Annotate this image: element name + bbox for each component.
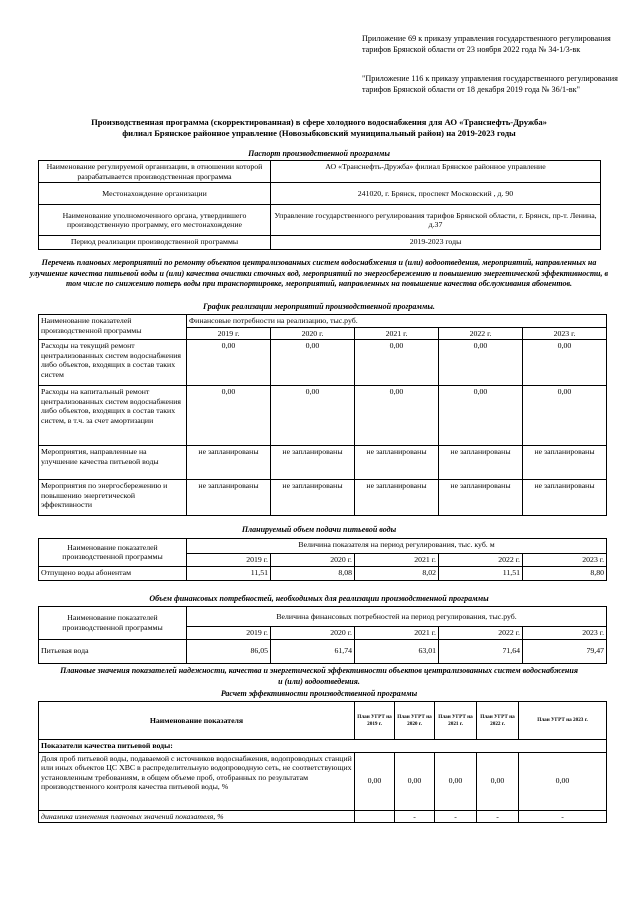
year-header: 2022 г. xyxy=(439,327,523,340)
passport-row xyxy=(39,161,601,183)
schedule-cell: 0,00 xyxy=(355,340,439,386)
program-title-line2: филиал Брянское районное управление (Новозыбковский муниципальный район) на 2019-2023 годы xyxy=(122,128,516,138)
schedule-cell: не запланированы xyxy=(439,446,523,480)
year-header: 2020 г. xyxy=(271,627,355,640)
schedule-row xyxy=(39,480,607,516)
passport-label: Местонахождение организации xyxy=(39,183,271,205)
schedule-cell: 0,00 xyxy=(355,386,439,446)
schedule-cell: 0,00 xyxy=(187,386,271,446)
volume-cell: 8,08 xyxy=(271,566,355,580)
efficiency-section-row xyxy=(39,740,607,753)
dynamics-label: динамика изменения плановых значений показателя, % xyxy=(39,810,355,823)
efficiency-cell: 0,00 xyxy=(355,752,395,810)
volume-cell: 8,80 xyxy=(523,566,607,580)
schedule-cell: 0,00 xyxy=(523,340,607,386)
schedule-cell: не запланированы xyxy=(187,480,271,516)
schedule-row xyxy=(39,446,607,480)
finance-table xyxy=(38,606,607,664)
finance-row xyxy=(39,639,607,663)
year-header: 2020 г. xyxy=(271,327,355,340)
dynamics-cell: - xyxy=(435,810,477,823)
volume-row xyxy=(39,566,607,580)
schedule-row-label: Мероприятия, направленные на улучшение качества питьевой воды xyxy=(39,446,187,480)
year-header: План УГРТ на 2020 г. xyxy=(395,702,435,740)
volume-group-label: Величина показателя на период регулирования, тыс. куб. м xyxy=(187,539,607,554)
finance-row-label: Питьевая вода xyxy=(39,639,187,663)
year-header: 2019 г. xyxy=(187,327,271,340)
schedule-row xyxy=(39,386,607,446)
year-header: 2020 г. xyxy=(271,554,355,567)
efficiency-cell: 0,00 xyxy=(435,752,477,810)
schedule-group-label: Финансовые потребности на реализацию, тыс.руб. xyxy=(187,315,607,328)
passport-value: Управление государственного регулирования тарифов Брянской области, г. Брянск, пр-т. Ленина, д.37 xyxy=(271,205,601,236)
year-header: 2023 г. xyxy=(523,627,607,640)
efficiency-section: Показатели качества питьевой воды: xyxy=(39,740,607,753)
efficiency-caption: Расчет эффективности производственной программы xyxy=(220,689,418,698)
schedule-row-label: Расходы на капитальный ремонт централизованных систем водоснабжения либо объектов, входящих в состав таких систем, в т.ч. за счет амортизации xyxy=(39,386,187,446)
year-header: 2022 г. xyxy=(439,627,523,640)
volume-table xyxy=(38,538,607,581)
schedule-cell: не запланированы xyxy=(271,446,355,480)
schedule-cell: 0,00 xyxy=(523,386,607,446)
finance-col-label: Наименование показателей производственной программы xyxy=(39,607,187,640)
schedule-cell: 0,00 xyxy=(439,340,523,386)
year-header: 2021 г. xyxy=(355,554,439,567)
schedule-cell: не запланированы xyxy=(187,446,271,480)
efficiency-cell: 0,00 xyxy=(477,752,519,810)
finance-group-label: Величина финансовых потребностей на период регулирования, тыс.руб. xyxy=(187,607,607,627)
year-header: 2023 г. xyxy=(523,554,607,567)
efficiency-row xyxy=(39,752,607,810)
finance-caption: Объем финансовых потребностей, необходимых для реализации производственной программы xyxy=(149,594,489,603)
dynamics-cell: - xyxy=(395,810,435,823)
schedule-cell: 0,00 xyxy=(439,386,523,446)
efficiency-dynamics-row xyxy=(39,810,607,823)
finance-cell: 86,05 xyxy=(187,639,271,663)
schedule-row-label: Мероприятия по энергосбережению и повышению энергетической эффективности xyxy=(39,480,187,516)
year-header: 2019 г. xyxy=(187,627,271,640)
passport-table xyxy=(38,160,601,250)
schedule-cell: 0,00 xyxy=(271,386,355,446)
year-header: План УГРТ на 2023 г. xyxy=(519,702,607,740)
efficiency-cell: 0,00 xyxy=(519,752,607,810)
schedule-cell: не запланированы xyxy=(271,480,355,516)
schedule-cell: не запланированы xyxy=(355,446,439,480)
efficiency-row-label: Доля проб питьевой воды, подаваемой с источников водоснабжения, водопроводных станций или иных объектов ЦС ХВС в распределительную водопроводную сеть, не соответствующих установленным требованиям, в общем объеме проб, отобранных по результатам производственного контроля качества питьевой воды, % xyxy=(39,752,355,810)
year-header: 2019 г. xyxy=(187,554,271,567)
year-header: 2023 г. xyxy=(523,327,607,340)
schedule-cell: 0,00 xyxy=(187,340,271,386)
schedule-cell: 0,00 xyxy=(271,340,355,386)
finance-cell: 63,01 xyxy=(355,639,439,663)
volume-cell: 11,51 xyxy=(439,566,523,580)
year-header: План УГРТ на 2019 г. xyxy=(355,702,395,740)
efficiency-table xyxy=(38,701,607,823)
schedule-caption: График реализации мероприятий производственной программы. xyxy=(203,302,435,311)
dynamics-cell: - xyxy=(519,810,607,823)
schedule-row-label: Расходы на текущий ремонт централизованных систем водоснабжения либо объектов, входящих в состав таких систем xyxy=(39,340,187,386)
schedule-cell: не запланированы xyxy=(439,480,523,516)
volume-cell: 11,51 xyxy=(187,566,271,580)
passport-label: Период реализации производственной программы xyxy=(39,236,271,250)
year-header: План УГРТ на 2022 г. xyxy=(477,702,519,740)
year-header: 2022 г. xyxy=(439,554,523,567)
schedule-cell: не запланированы xyxy=(355,480,439,516)
volume-col-label: Наименование показателей производственной программы xyxy=(39,539,187,567)
efficiency-header-row xyxy=(39,702,607,740)
passport-row xyxy=(39,183,601,205)
year-header: План УГРТ на 2021 г. xyxy=(435,702,477,740)
volume-cell: 8,02 xyxy=(355,566,439,580)
schedule-table xyxy=(38,314,607,516)
appendix-116-note: "Приложение 116 к приказу управления государственного регулирования тарифов Брянской области от 18 декабря 2019 года № 36/1-вк" xyxy=(362,74,618,94)
volume-caption: Планируемый объем подачи питьевой воды xyxy=(241,525,397,534)
passport-caption: Паспорт производственной программы xyxy=(248,149,390,158)
year-header: 2021 г. xyxy=(355,627,439,640)
passport-label: Наименование уполномоченного органа, утвердившего производственную программу, его местонахождение xyxy=(39,205,271,236)
finance-cell: 79,47 xyxy=(523,639,607,663)
passport-value: 241020, г. Брянск, проспект Московский , д. 90 xyxy=(271,183,601,205)
schedule-cell: не запланированы xyxy=(523,446,607,480)
year-header: 2021 г. xyxy=(355,327,439,340)
schedule-row xyxy=(39,340,607,386)
efficiency-cell: 0,00 xyxy=(395,752,435,810)
passport-label: Наименование регулируемой организации, в отношении которой разрабатывается производственная программа xyxy=(39,161,271,183)
finance-cell: 71,64 xyxy=(439,639,523,663)
dynamics-cell: - xyxy=(477,810,519,823)
schedule-cell: не запланированы xyxy=(523,480,607,516)
passport-value: АО «Транснефть-Дружба» филиал Брянское районное управление xyxy=(271,161,601,183)
dynamics-cell xyxy=(355,810,395,823)
passport-value: 2019-2023 годы xyxy=(271,236,601,250)
measures-caption: Перечень плановых мероприятий по ремонту объектов централизованных систем водоснабжения и (или) водоотведения, мероприятий, направленных на улучшение качества питьевой воды и (или) качества очистки сточных вод, мероприятий по энергосбережению и повышению энергетической эффективности, в том числе по снижению потерь воды при транспортировке, мероприятий, направленных на повышение качества обслуживания абонентов. xyxy=(29,258,609,288)
finance-cell: 61,74 xyxy=(271,639,355,663)
passport-row xyxy=(39,236,601,250)
passport-row xyxy=(39,205,601,236)
appendix-69-note: Приложение 69 к приказу управления государственного регулирования тарифов Брянской области от 23 ноября 2022 года № 34-1/3-вк xyxy=(362,34,611,54)
indicators-caption: Плановые значения показателей надежности, качества и энергетической эффективности объектов централизованных систем водоснабжения и (или) водоотведения. xyxy=(60,666,578,686)
schedule-col-label: Наименование показателей производственной программы xyxy=(39,315,187,340)
program-title-line1: Производственная программа (скорректированная) в сфере холодного водоснабжения для АО «Транснефть-Дружба» xyxy=(91,117,547,127)
volume-row-label: Отпущено воды абонентам xyxy=(39,566,187,580)
efficiency-col-label: Наименование показателя xyxy=(39,702,355,740)
